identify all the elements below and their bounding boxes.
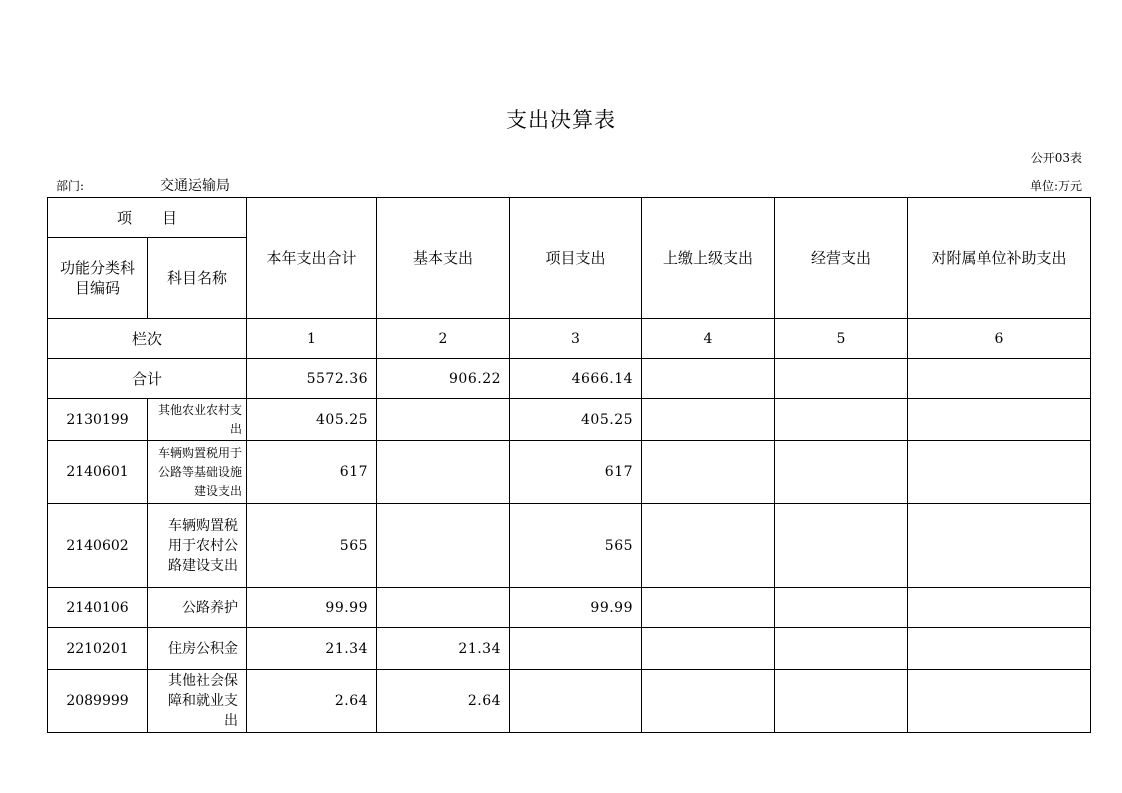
row-project <box>510 628 642 670</box>
column-number-5: 5 <box>775 319 908 359</box>
row-name: 公路养护 <box>148 588 247 628</box>
header-code: 功能分类科目编码 <box>48 238 148 319</box>
row-project: 565 <box>510 504 642 588</box>
summary-row <box>48 359 1091 399</box>
row-code: 2140106 <box>48 588 148 628</box>
table-row <box>48 670 1091 733</box>
expenditure-table <box>47 197 1091 733</box>
row-subsidy <box>908 670 1091 733</box>
summary-label: 合计 <box>48 359 247 399</box>
row-business <box>775 670 908 733</box>
row-code: 2140602 <box>48 504 148 588</box>
row-basic <box>377 588 510 628</box>
summary-subsidy <box>908 359 1091 399</box>
header-project: 项目支出 <box>510 198 642 319</box>
row-project: 405.25 <box>510 399 642 441</box>
row-upper <box>642 628 775 670</box>
table-row <box>48 441 1091 504</box>
department-value: 交通运输局 <box>160 178 230 194</box>
page-title: 支出决算表 <box>506 108 616 132</box>
header-upper: 上缴上级支出 <box>642 198 775 319</box>
header-business: 经营支出 <box>775 198 908 319</box>
header-total: 本年支出合计 <box>247 198 377 319</box>
row-code: 2089999 <box>48 670 148 733</box>
summary-project: 4666.14 <box>510 359 642 399</box>
row-business <box>775 504 908 588</box>
row-subsidy <box>908 628 1091 670</box>
row-name: 车辆购置税用于农村公路建设支出 <box>148 504 247 588</box>
row-basic: 2.64 <box>377 670 510 733</box>
row-code: 2140601 <box>48 441 148 504</box>
header-item: 项 目 <box>48 198 247 238</box>
row-name: 其他农业农村支出 <box>148 399 247 441</box>
row-name: 车辆购置税用于公路等基础设施建设支出 <box>148 441 247 504</box>
row-total: 2.64 <box>247 670 377 733</box>
row-business <box>775 628 908 670</box>
row-name: 其他社会保障和就业支出 <box>148 670 247 733</box>
row-code: 2130199 <box>48 399 148 441</box>
row-subsidy <box>908 441 1091 504</box>
column-number-3: 3 <box>510 319 642 359</box>
row-business <box>775 588 908 628</box>
table-row <box>48 504 1091 588</box>
summary-upper <box>642 359 775 399</box>
row-total: 565 <box>247 504 377 588</box>
row-total: 405.25 <box>247 399 377 441</box>
unit-label: 单位:万元 <box>1029 179 1082 193</box>
row-upper <box>642 588 775 628</box>
row-basic: 21.34 <box>377 628 510 670</box>
row-basic <box>377 441 510 504</box>
row-basic <box>377 504 510 588</box>
column-number-4: 4 <box>642 319 775 359</box>
row-name: 住房公积金 <box>148 628 247 670</box>
row-basic <box>377 399 510 441</box>
column-number-6: 6 <box>908 319 1091 359</box>
column-number-2: 2 <box>377 319 510 359</box>
header-name: 科目名称 <box>148 238 247 319</box>
row-subsidy <box>908 504 1091 588</box>
row-upper <box>642 399 775 441</box>
row-code: 2210201 <box>48 628 148 670</box>
column-number-label: 栏次 <box>48 319 247 359</box>
summary-total: 5572.36 <box>247 359 377 399</box>
row-upper <box>642 441 775 504</box>
summary-basic: 906.22 <box>377 359 510 399</box>
row-project: 99.99 <box>510 588 642 628</box>
row-business <box>775 441 908 504</box>
table-row <box>48 628 1091 670</box>
header-basic: 基本支出 <box>377 198 510 319</box>
table-row <box>48 588 1091 628</box>
row-total: 99.99 <box>247 588 377 628</box>
row-subsidy <box>908 588 1091 628</box>
department-label: 部门: <box>56 179 85 193</box>
row-total: 617 <box>247 441 377 504</box>
row-project <box>510 670 642 733</box>
row-upper <box>642 504 775 588</box>
summary-business <box>775 359 908 399</box>
row-business <box>775 399 908 441</box>
row-subsidy <box>908 399 1091 441</box>
table-row <box>48 399 1091 441</box>
row-project: 617 <box>510 441 642 504</box>
column-number-1: 1 <box>247 319 377 359</box>
row-total: 21.34 <box>247 628 377 670</box>
form-number: 公开03表 <box>1030 151 1082 165</box>
header-subsidy: 对附属单位补助支出 <box>908 198 1091 319</box>
row-upper <box>642 670 775 733</box>
